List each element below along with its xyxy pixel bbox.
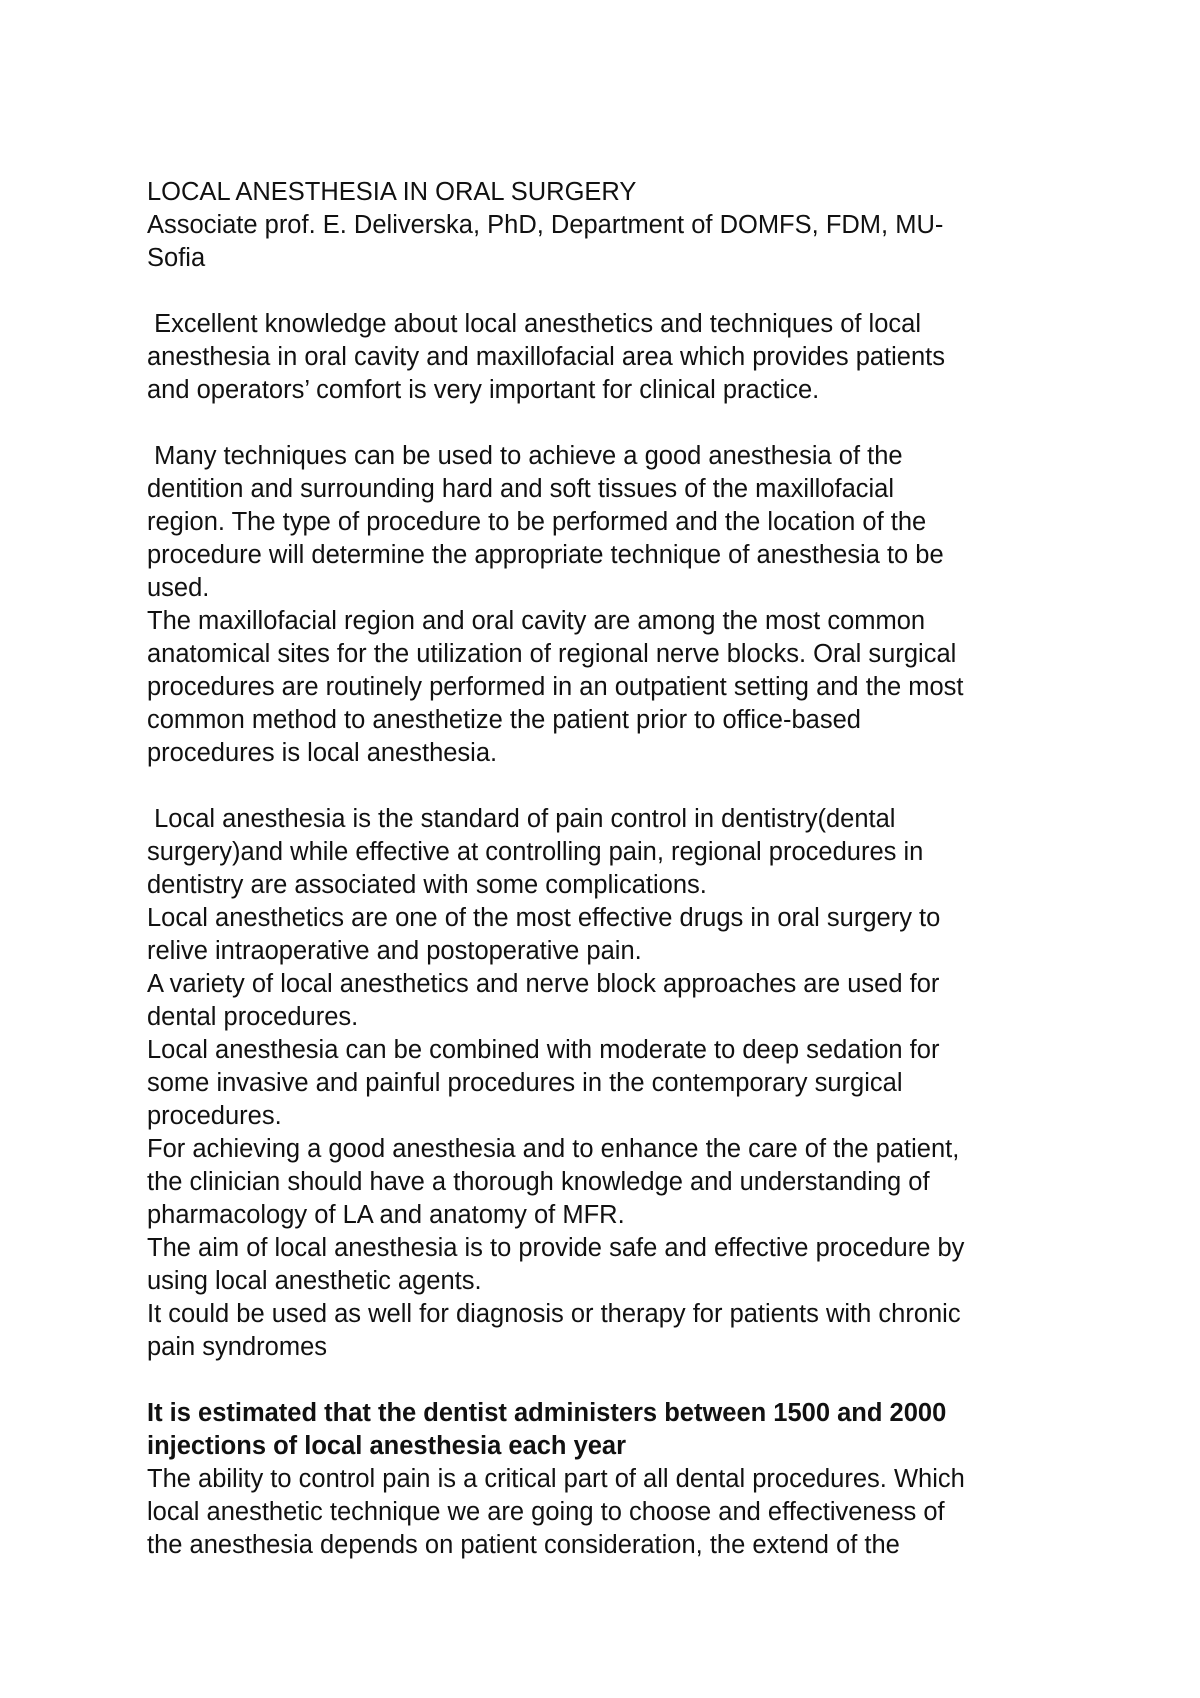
paragraph-line: For achieving a good anesthesia and to enhance the care of the patient, [147,1135,960,1163]
paragraph-line: region. The type of procedure to be performed and the location of the [147,508,927,536]
paragraph-line: using local anesthetic agents. [147,1267,482,1295]
paragraph-line: some invasive and painful procedures in the contemporary surgical [147,1069,903,1097]
paragraph-line: Local anesthesia can be combined with moderate to deep sedation for [147,1036,940,1064]
paragraph-line: procedures is local anesthesia. [147,739,498,767]
paragraph-line: procedures are routinely performed in an outpatient setting and the most [147,673,964,701]
paragraph-line: The aim of local anesthesia is to provide safe and effective procedure by [147,1234,965,1262]
paragraph-line: Many techniques can be used to achieve a good anesthesia of the [147,442,903,470]
paragraph-gap [147,770,1087,803]
document-page [147,176,1087,1562]
paragraph-line: dentistry are associated with some complications. [147,871,707,899]
paragraph-line: dentition and surrounding hard and soft tissues of the maxillofacial [147,475,895,503]
paragraph-line: dental procedures. [147,1003,359,1031]
bold-heading-line: It is estimated that the dentist administers between 1500 and 2000 [147,1399,947,1427]
paragraph-line: relive intraoperative and postoperative pain. [147,937,642,965]
author-line: Sofia [147,244,206,272]
bold-heading-line: injections of local anesthesia each year [147,1432,627,1460]
paragraph-line: Excellent knowledge about local anesthetics and techniques of local [147,310,922,338]
paragraph-line: anatomical sites for the utilization of regional nerve blocks. Oral surgical [147,640,957,668]
paragraph-line: procedures. [147,1102,282,1130]
paragraph-line: Local anesthesia is the standard of pain control in dentistry(dental [147,805,896,833]
paragraph-line: It could be used as well for diagnosis or therapy for patients with chronic [147,1300,961,1328]
paragraph-line: The maxillofacial region and oral cavity are among the most common [147,607,926,635]
paragraph-gap [147,407,1087,440]
paragraph-line: anesthesia in oral cavity and maxillofacial area which provides patients [147,343,946,371]
paragraph-line: used. [147,574,210,602]
paragraph-line: The ability to control pain is a critical part of all dental procedures. Which [147,1465,965,1493]
paragraph-line: the clinician should have a thorough knowledge and understanding of [147,1168,930,1196]
paragraph-line: surgery)and while effective at controlling pain, regional procedures in [147,838,924,866]
document-title: LOCAL ANESTHESIA IN ORAL SURGERY [147,178,637,206]
paragraph-line: procedure will determine the appropriate technique of anesthesia to be [147,541,944,569]
paragraph-gap [147,1364,1087,1397]
author-line: Associate prof. E. Deliverska, PhD, Department of DOMFS, FDM, MU- [147,211,944,239]
paragraph-line: common method to anesthetize the patient prior to office-based [147,706,861,734]
paragraph-line: A variety of local anesthetics and nerve block approaches are used for [147,970,940,998]
paragraph-line: the anesthesia depends on patient consideration, the extend of the [147,1531,900,1559]
paragraph-line: Local anesthetics are one of the most effective drugs in oral surgery to [147,904,941,932]
paragraph-line: local anesthetic technique we are going to choose and effectiveness of [147,1498,945,1526]
paragraph-line: pharmacology of LA and anatomy of MFR. [147,1201,625,1229]
paragraph-gap [147,275,1087,308]
paragraph-line: and operators’ comfort is very important for clinical practice. [147,376,820,404]
paragraph-line: pain syndromes [147,1333,328,1361]
